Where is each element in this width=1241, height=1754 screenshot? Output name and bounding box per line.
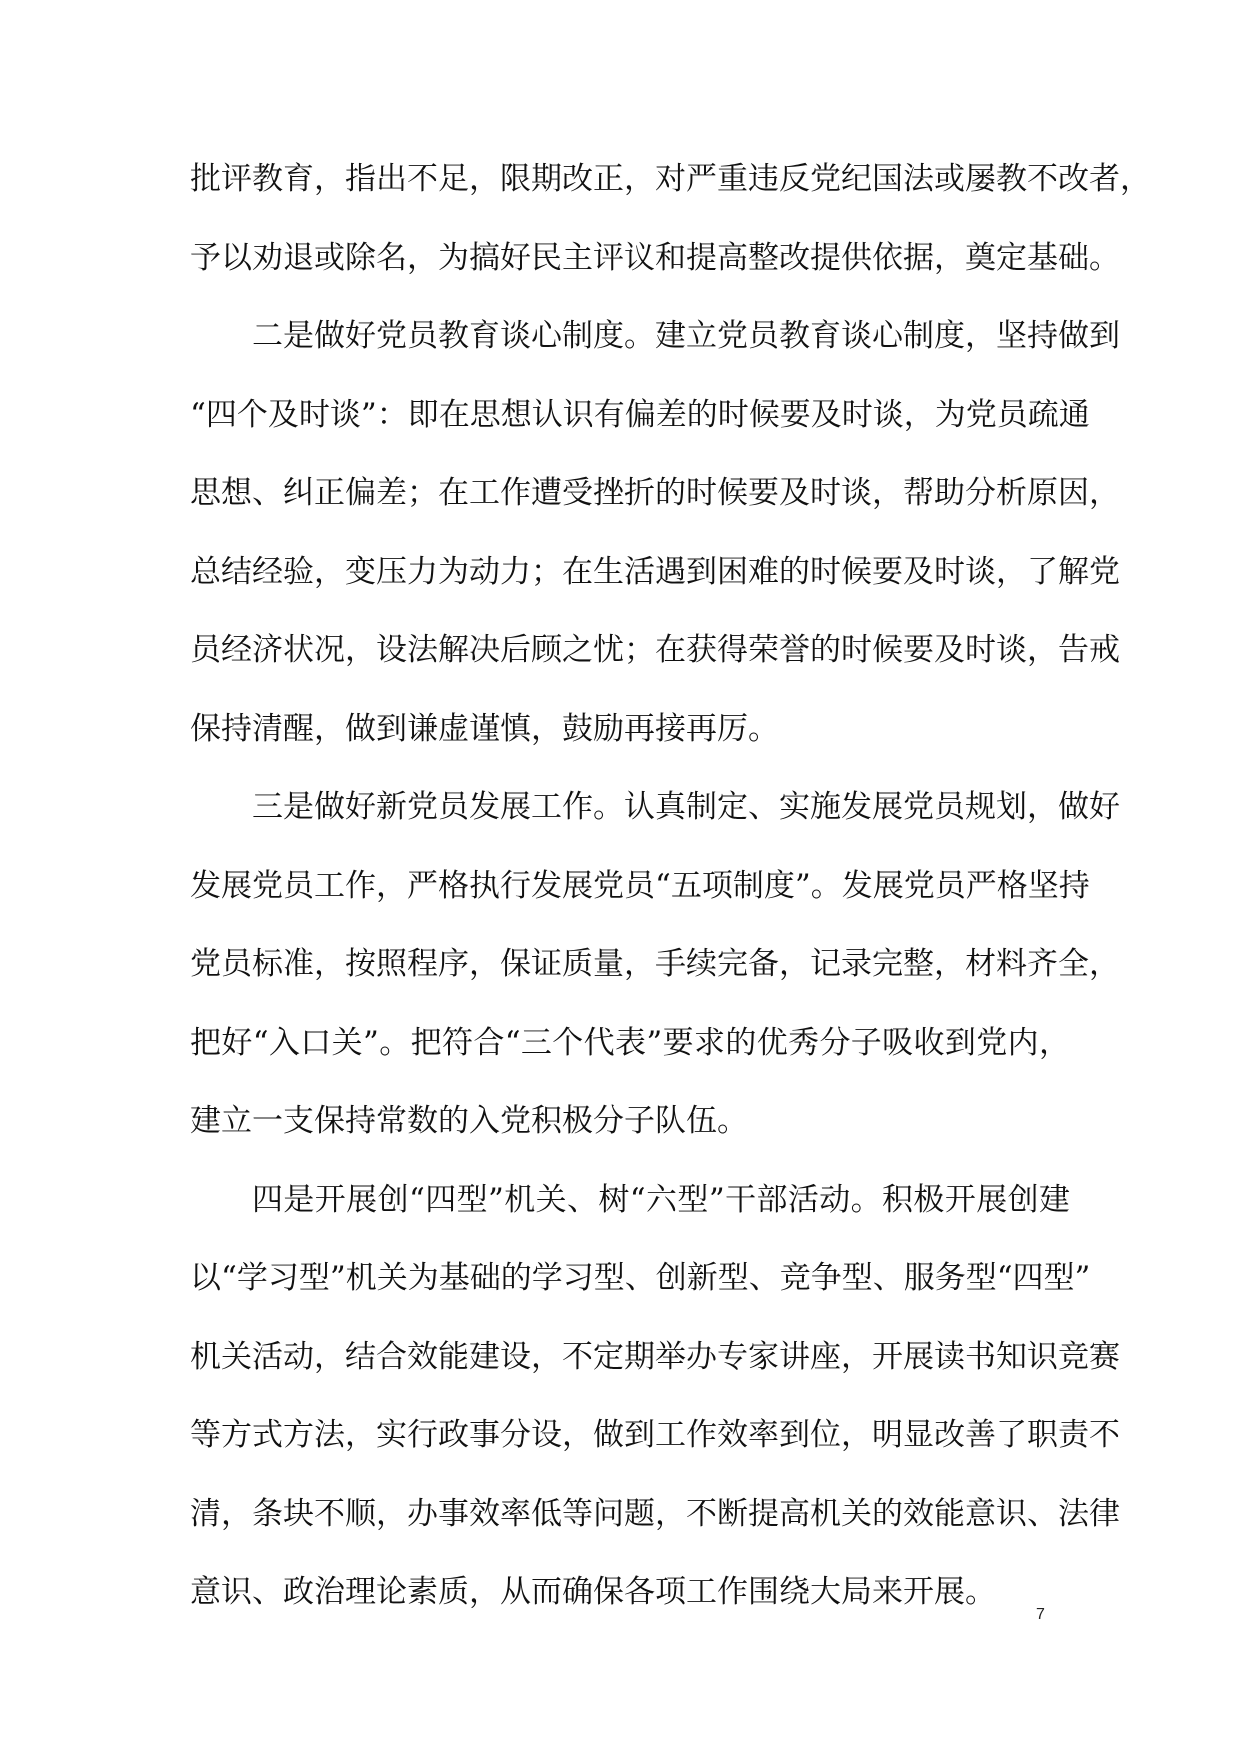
text-line: 把好“入口关”。把符合“三个代表”要求的优秀分子吸收到党内， [190, 1024, 1070, 1061]
text-line: 以“学习型”机关为基础的学习型、创新型、竞争型、服务型“四型” [190, 1260, 1091, 1296]
text-line: 等方式方法，实行政事分设，做到工作效率到位，明显改善了职责不 [190, 1417, 1120, 1453]
text-line: 机关活动，结合效能建设，不定期举办专家讲座，开展读书知识竞赛 [190, 1338, 1120, 1375]
text-line: 员经济状况，设法解决后顾之忧；在获得荣誉的时候要及时谈，告戒 [190, 632, 1120, 668]
text-line: 发展党员工作，严格执行发展党员“五项制度”。发展党员严格坚持 [190, 867, 1090, 904]
text-line: 批评教育，指出不足，限期改正，对严重违反党纪国法或屡教不改者， [190, 161, 1151, 197]
paragraph-start-line: 四是开展创“四型”机关、树“六型”干部活动。积极开展创建 [252, 1181, 1070, 1218]
page-number: 7 [1036, 1606, 1045, 1623]
text-line: 予以劝退或除名，为搞好民主评议和提高整改提供依据，奠定基础。 [190, 239, 1120, 276]
text-line: 总结经验，变压力为动力；在生活遇到困难的时候要及时谈，了解党 [190, 553, 1120, 590]
text-line: 保持清醒，做到谦虚谨慎，鼓励再接再厉。 [190, 710, 779, 747]
text-line: 意识、政治理论素质，从而确保各项工作围绕大局来开展。 [190, 1574, 996, 1610]
paragraph-start-line: 二是做好党员教育谈心制度。建立党员教育谈心制度，坚持做到 [252, 318, 1120, 354]
text-line: “四个及时谈”：即在思想认识有偏差的时候要及时谈，为党员疏通 [190, 396, 1090, 433]
paragraph-start-line: 三是做好新党员发展工作。认真制定、实施发展党员规划，做好 [252, 789, 1120, 825]
text-line: 思想、纠正偏差；在工作遭受挫折的时候要及时谈，帮助分析原因， [190, 475, 1120, 511]
text-line: 党员标准，按照程序，保证质量，手续完备，记录完整，材料齐全， [190, 946, 1120, 982]
document-body [190, 140, 1151, 1632]
text-line: 建立一支保持常数的入党积极分子队伍。 [190, 1103, 748, 1139]
text-line: 清，条块不顺，办事效率低等问题，不断提高机关的效能意识、法律 [190, 1495, 1120, 1532]
